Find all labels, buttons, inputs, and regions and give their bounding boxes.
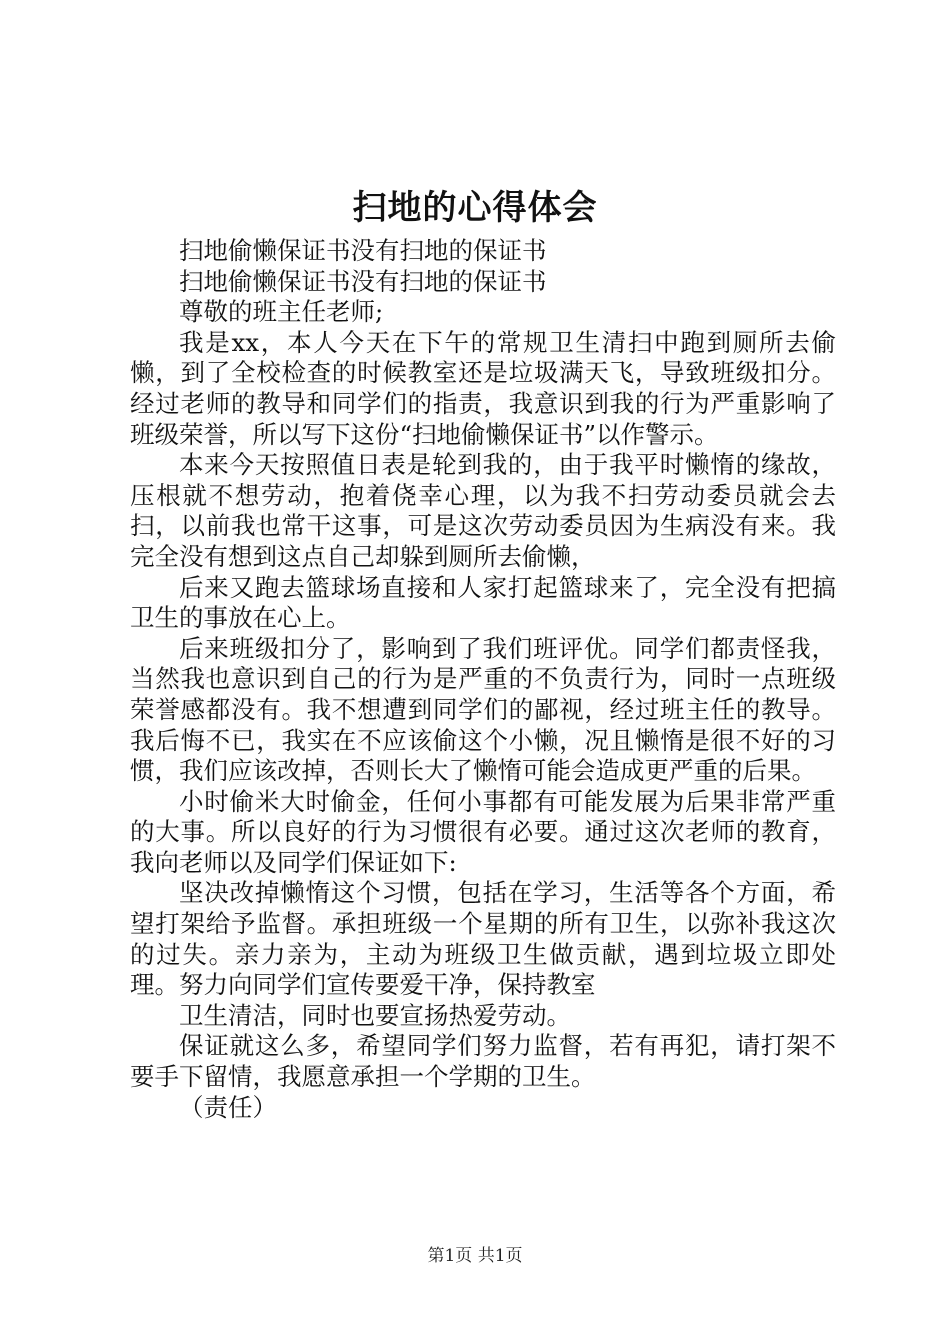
paragraph: 后来班级扣分了，影响到了我们班评优。同学们都责怪我，当然我也意识到自己的行为是严重的不负责行为，同时一点班级荣誉感都没有。我不想遭到同学们的鄙视，经过班主任的教导。我后悔不已，我实在不应该偷这个小懒，况且懒惰是很不好的习惯，我们应该改掉，否则长大了懒惰可能会造成更严重的后果。 bbox=[130, 633, 836, 786]
paragraph: 小时偷米大时偷金，任何小事都有可能发展为后果非常严重的大事。所以良好的行为习惯很有必要。通过这次老师的教育，我向老师以及同学们保证如下: bbox=[130, 786, 836, 877]
paragraph: 我是xx，本人今天在下午的常规卫生清扫中跑到厕所去偷懒，到了全校检查的时候教室还是垃圾满天飞，导致班级扣分。经过老师的教导和同学们的指责，我意识到我的行为严重影响了班级荣誉，所以写下这份“扫地偷懒保证书”以作警示。 bbox=[130, 327, 836, 449]
page-number-footer: 第1页 共1页 bbox=[427, 1246, 523, 1266]
document-body bbox=[130, 236, 836, 1123]
paragraph: （责任） bbox=[179, 1092, 277, 1122]
paragraph: 扫地偷懒保证书没有扫地的保证书 bbox=[179, 236, 547, 265]
paragraph: 尊敬的班主任老师; bbox=[179, 297, 384, 327]
page-title: 扫地的心得体会 bbox=[352, 188, 598, 228]
paragraph: 保证就这么多，希望同学们努力监督，若有再犯，请打架不要手下留情，我愿意承担一个学期的卫生。 bbox=[130, 1031, 836, 1092]
paragraph: 本来今天按照值日表是轮到我的，由于我平时懒惰的缘故，压根就不想劳动，抱着侥幸心理，以为我不扫劳动委员就会去扫，以前我也常干这事，可是这次劳动委员因为生病没有来。我完全没有想到这点自己却躲到厕所去偷懒， bbox=[130, 450, 836, 571]
paragraph: 扫地偷懒保证书没有扫地的保证书 bbox=[179, 266, 547, 296]
paragraph: 卫生清洁，同时也要宣扬热爱劳动。 bbox=[179, 1000, 571, 1030]
paragraph: 后来又跑去篮球场直接和人家打起篮球来了，完全没有把搞卫生的事放在心上。 bbox=[130, 572, 836, 633]
paragraph: 坚决改掉懒惰这个习惯，包括在学习，生活等各个方面，希望打架给予监督。承担班级一个星期的所有卫生，以弥补我这次的过失。亲力亲为，主动为班级卫生做贡献，遇到垃圾立即处理。努力向同学们宣传要爱干净，保持教室 bbox=[130, 878, 836, 1000]
